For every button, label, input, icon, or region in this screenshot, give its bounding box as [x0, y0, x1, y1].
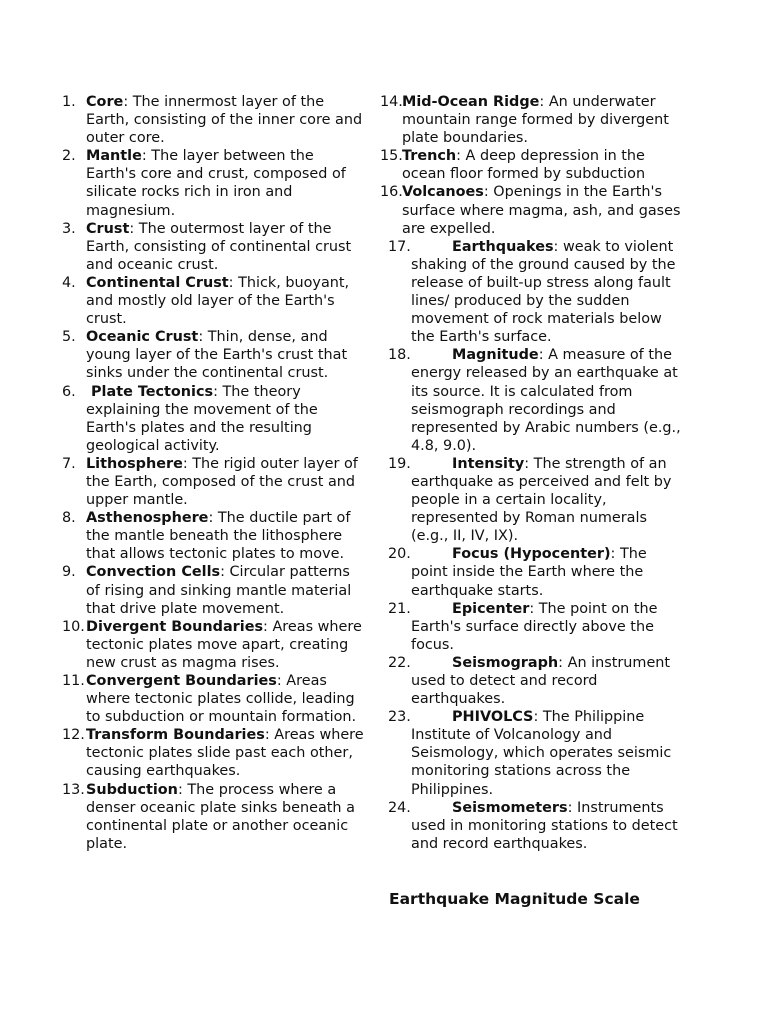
item-number: 24.: [388, 799, 411, 816]
glossary-item-seismograph: [380, 654, 685, 708]
item-term: Mid-Ocean Ridge: [402, 94, 540, 110]
item-number: 5.: [62, 329, 76, 346]
item-term: Volcanoes: [402, 184, 484, 201]
glossary-item-mantle: [62, 147, 367, 219]
glossary-item-divergent-boundaries: [62, 618, 367, 672]
glossary-item-continental-crust: [62, 274, 367, 328]
item-term: Epicenter: [452, 600, 530, 617]
item-definition: : The theory explaining the movement of the Earth's plates and the resulting geological activity.: [86, 383, 318, 454]
item-definition: : Areas where tectonic plates slide past each other, causing earthquakes.: [86, 727, 364, 780]
glossary-item-transform-boundaries: [62, 726, 367, 780]
item-number: 11.: [62, 673, 85, 689]
item-definition: : A deep depression in the ocean floor formed by subduction: [402, 148, 646, 183]
glossary-item-phivolcs: [380, 708, 685, 798]
item-number: 20.: [388, 546, 411, 563]
item-term: Earthquakes: [452, 238, 554, 255]
item-number: 15.: [380, 148, 403, 165]
item-number: 3.: [62, 220, 76, 237]
item-term: Core: [86, 94, 124, 110]
section-heading: Earthquake Magnitude Scale: [389, 890, 640, 908]
item-number: 17.: [388, 238, 411, 255]
glossary-item-trench: [380, 147, 685, 183]
glossary-item-asthenosphere: [62, 509, 367, 563]
item-number: 18.: [388, 347, 411, 364]
item-definition: : The ductile part of the mantle beneath the lithosphere that allows tectonic plates to move.: [86, 510, 351, 563]
item-term: Seismograph: [452, 654, 559, 671]
glossary-item-seismometers: [380, 799, 685, 853]
item-definition: : Instruments used in monitoring stations to detect and record earthquakes.: [411, 799, 678, 852]
item-definition: : The Philippine Institute of Volcanology and Seismology, which operates seismic monitoring stations across the Philippines.: [411, 709, 672, 798]
glossary-item-subduction: [62, 781, 367, 853]
item-number: 16.: [380, 184, 403, 201]
glossary-item-plate-tectonics: [62, 383, 367, 455]
item-number: 4.: [62, 274, 76, 291]
item-number: 10.: [62, 618, 85, 635]
item-definition: : Areas where tectonic plates move apart, creating new crust as magma rises.: [86, 618, 362, 671]
glossary-item-volcanoes: [380, 183, 685, 237]
item-number: 9.: [62, 564, 76, 581]
item-term: Crust: [86, 220, 130, 237]
glossary-item-epicenter: [380, 600, 685, 654]
glossary-list-right: [380, 93, 685, 853]
item-number: 23.: [388, 709, 411, 726]
item-definition: : The innermost layer of the Earth, consisting of the inner core and outer core.: [86, 94, 363, 147]
item-term: Divergent Boundaries: [86, 618, 264, 635]
item-number: 12.: [62, 727, 85, 744]
item-number: 19.: [388, 455, 411, 472]
item-number: 13.: [62, 781, 85, 798]
glossary-item-earthquakes: [380, 238, 685, 347]
glossary-item-lithosphere: [62, 455, 367, 509]
item-term: Transform Boundaries: [86, 727, 265, 744]
item-term: Trench: [402, 148, 457, 165]
item-number: 21.: [388, 600, 411, 617]
item-definition: : Thick, buoyant, and mostly old layer of the Earth's crust.: [86, 274, 350, 328]
glossary-item-core: [62, 93, 367, 147]
item-definition: : The process where a denser oceanic plate sinks beneath a continental plate or another oceanic plate.: [86, 781, 355, 852]
item-definition: : Circular patterns of rising and sinking mantle material that drive plate movement.: [86, 564, 352, 617]
item-number: 6.: [62, 383, 76, 400]
item-term: Convergent Boundaries: [86, 673, 277, 689]
glossary-list-left: [62, 93, 367, 853]
item-number: 1.: [62, 94, 76, 110]
item-term: Continental Crust: [86, 274, 229, 291]
item-definition: : The point inside the Earth where the earthquake starts.: [411, 546, 647, 599]
item-term: PHIVOLCS: [452, 709, 534, 726]
item-definition: : Areas where tectonic plates collide, leading to subduction or mountain formation.: [86, 673, 357, 726]
glossary-item-magnitude: [380, 346, 685, 455]
item-term: Intensity: [452, 455, 525, 472]
glossary-item-mid-ocean-ridge: [380, 93, 685, 147]
item-term: Plate Tectonics: [86, 383, 214, 400]
item-definition: : Openings in the Earth's surface where magma, ash, and gases are expelled.: [402, 184, 681, 237]
item-definition: : weak to violent shaking of the ground caused by the release of built-up stress along fault lines/ produced by the sudden movement of rock materials below the Earth's surface.: [411, 238, 676, 346]
item-number: 22.: [388, 654, 411, 671]
item-term: Convection Cells: [86, 564, 221, 581]
item-term: Asthenosphere: [86, 510, 209, 527]
item-definition: : The point on the Earth's surface directly above the focus.: [411, 600, 658, 653]
item-term: Subduction: [86, 781, 178, 798]
item-number: 8.: [62, 510, 76, 527]
glossary-item-oceanic-crust: [62, 328, 367, 382]
item-definition: : A measure of the energy released by an earthquake at its source. It is calculated from seismograph recordings and represented by Arabic numbers (e.g., 4.8, 9.0).: [411, 347, 681, 454]
glossary-item-convergent-boundaries: [62, 672, 367, 726]
item-definition: : Thin, dense, and young layer of the Earth's crust that sinks under the continental crust.: [86, 329, 348, 382]
item-definition: : The outermost layer of the Earth, consisting of continental crust and oceanic crust.: [86, 220, 352, 273]
glossary-item-intensity: [380, 455, 685, 545]
item-term: Mantle: [86, 148, 142, 165]
item-term: Magnitude: [452, 347, 539, 364]
item-term: Seismometers: [452, 799, 568, 816]
item-number: 14.: [380, 94, 403, 110]
item-definition: : The strength of an earthquake as perceived and felt by people in a certain locality, represented by Roman numerals (e.g., II, IV, IX).: [411, 455, 672, 545]
item-definition: : The layer between the Earth's core and crust, composed of silicate rocks rich in iron and magnesium.: [86, 148, 346, 219]
item-term: Lithosphere: [86, 455, 183, 472]
item-definition: : An instrument used to detect and record earthquakes.: [411, 654, 671, 708]
item-term: Focus (Hypocenter): [452, 546, 611, 563]
glossary-item-convection-cells: [62, 563, 367, 617]
item-definition: : An underwater mountain range formed by divergent plate boundaries.: [402, 94, 669, 147]
item-number: 2.: [62, 148, 76, 165]
glossary-item-crust: [62, 220, 367, 274]
glossary-item-focus: [380, 545, 685, 599]
item-definition: : The rigid outer layer of the Earth, composed of the crust and upper mantle.: [86, 455, 358, 509]
item-term: Oceanic Crust: [86, 329, 199, 346]
item-number: 7.: [62, 455, 76, 472]
